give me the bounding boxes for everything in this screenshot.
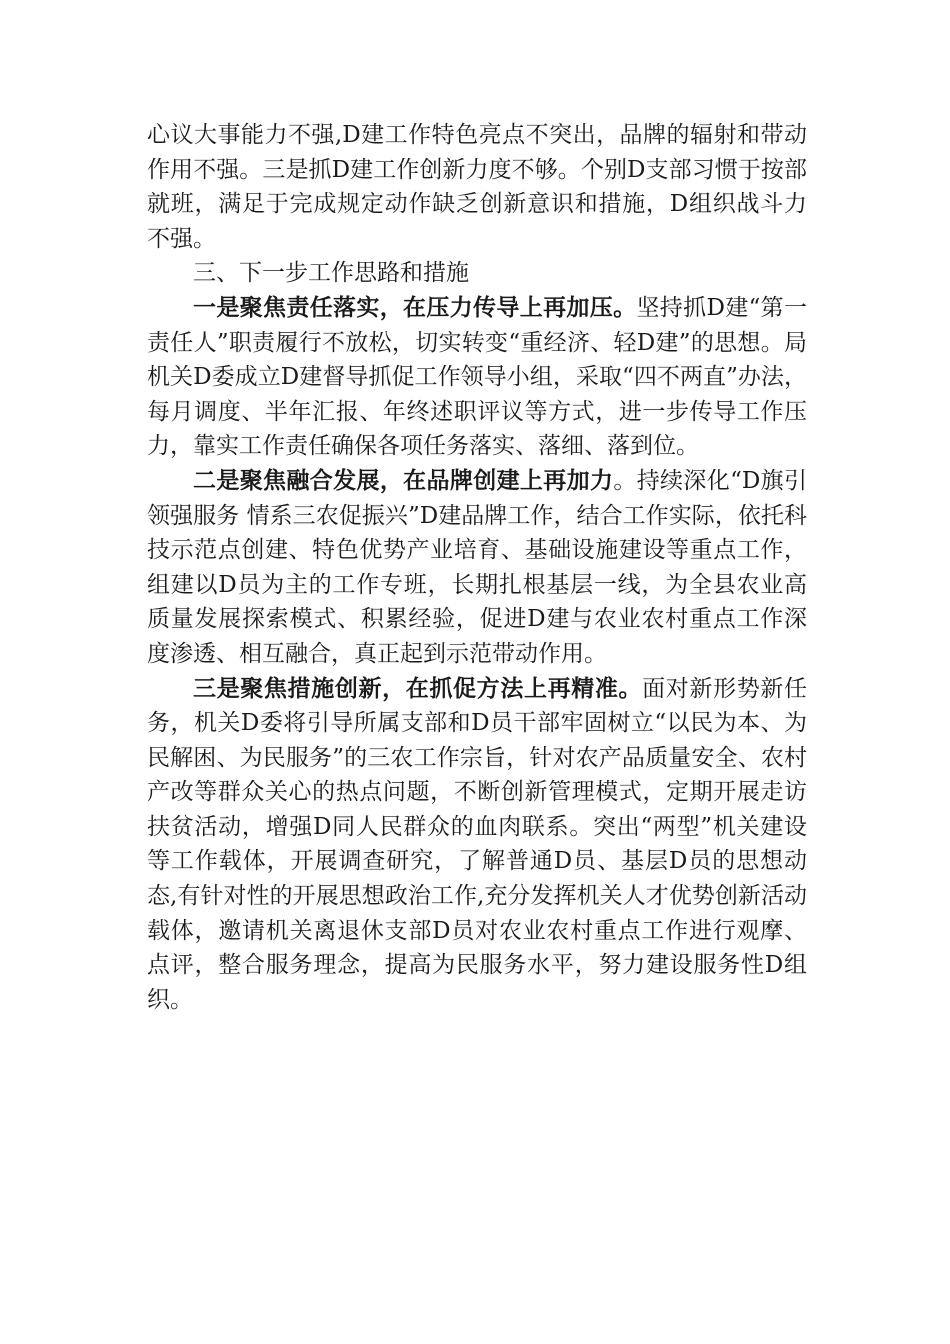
paragraph-lead: 三是聚焦措施创新，在抓促方法上再精准。: [193, 674, 643, 702]
paragraph-lead: 二是聚焦融合发展，在品牌创建上再加力: [193, 466, 614, 494]
paragraph-text: 坚持抓D建“第一责任人”职责履行不放松，切实转变“重经济、轻D建”的思想。局机关D委成立D建督导抓促工作领导小组，采取“四不两直”办法，每月调度、半年汇报、年终述职评议等方式，进一步传导工作压力，靠实工作责任确保各项任务落实、落细、落到位。: [147, 294, 808, 460]
paragraph-measure-3: [147, 672, 807, 1018]
paragraph-lead: 一是聚焦责任落实，在压力传导上再加压。: [193, 293, 637, 321]
section-heading: [147, 256, 807, 291]
document-body: [147, 118, 807, 1017]
paragraph-text: 面对新形势新任务，机关D委将引导所属支部和D员干部牢固树立“以民为本、为民解困、为民服务”的三农工作宗旨，针对农产品质量安全、农村产改等群众关心的热点问题，不断创新管理模式，定期开展走访扶贫活动，增强D同人民群众的血肉联系。突出“两型”机关建设等工作载体，开展调查研究，了解普通D员、基层D员的思想动态,有针对性的开展思想政治工作,充分发挥机关人才优势创新活动载体，邀请机关离退休支部D员对农业农村重点工作进行观摩、点评，整合服务理念，提高为民服务水平，努力建设服务性D组织。: [147, 675, 808, 1013]
paragraph-continuation: [147, 118, 807, 256]
section-heading-text: 三、下一步工作思路和措施: [193, 260, 469, 287]
paragraph-text: 心议大事能力不强,D建工作特色亮点不突出，品牌的辐射和带动作用不强。三是抓D建工作创新力度不够。个别D支部习惯于按部就班，满足于完成规定动作缺乏创新意识和措施，D组织战斗力不强。: [147, 122, 807, 252]
paragraph-measure-2: [147, 464, 807, 672]
paragraph-text: 。持续深化“D旗引领强服务 情系三农促振兴”D建品牌工作，结合工作实际，依托科技示范点创建、特色优势产业培育、基础设施建设等重点工作，组建以D员为主的工作专班，长期扎根基层一线，为全县农业高质量发展探索模式、积累经验，促进D建与农业农村重点工作深度渗透、相互融合，真正起到示范带动作用。: [147, 467, 808, 667]
paragraph-measure-1: [147, 291, 807, 464]
